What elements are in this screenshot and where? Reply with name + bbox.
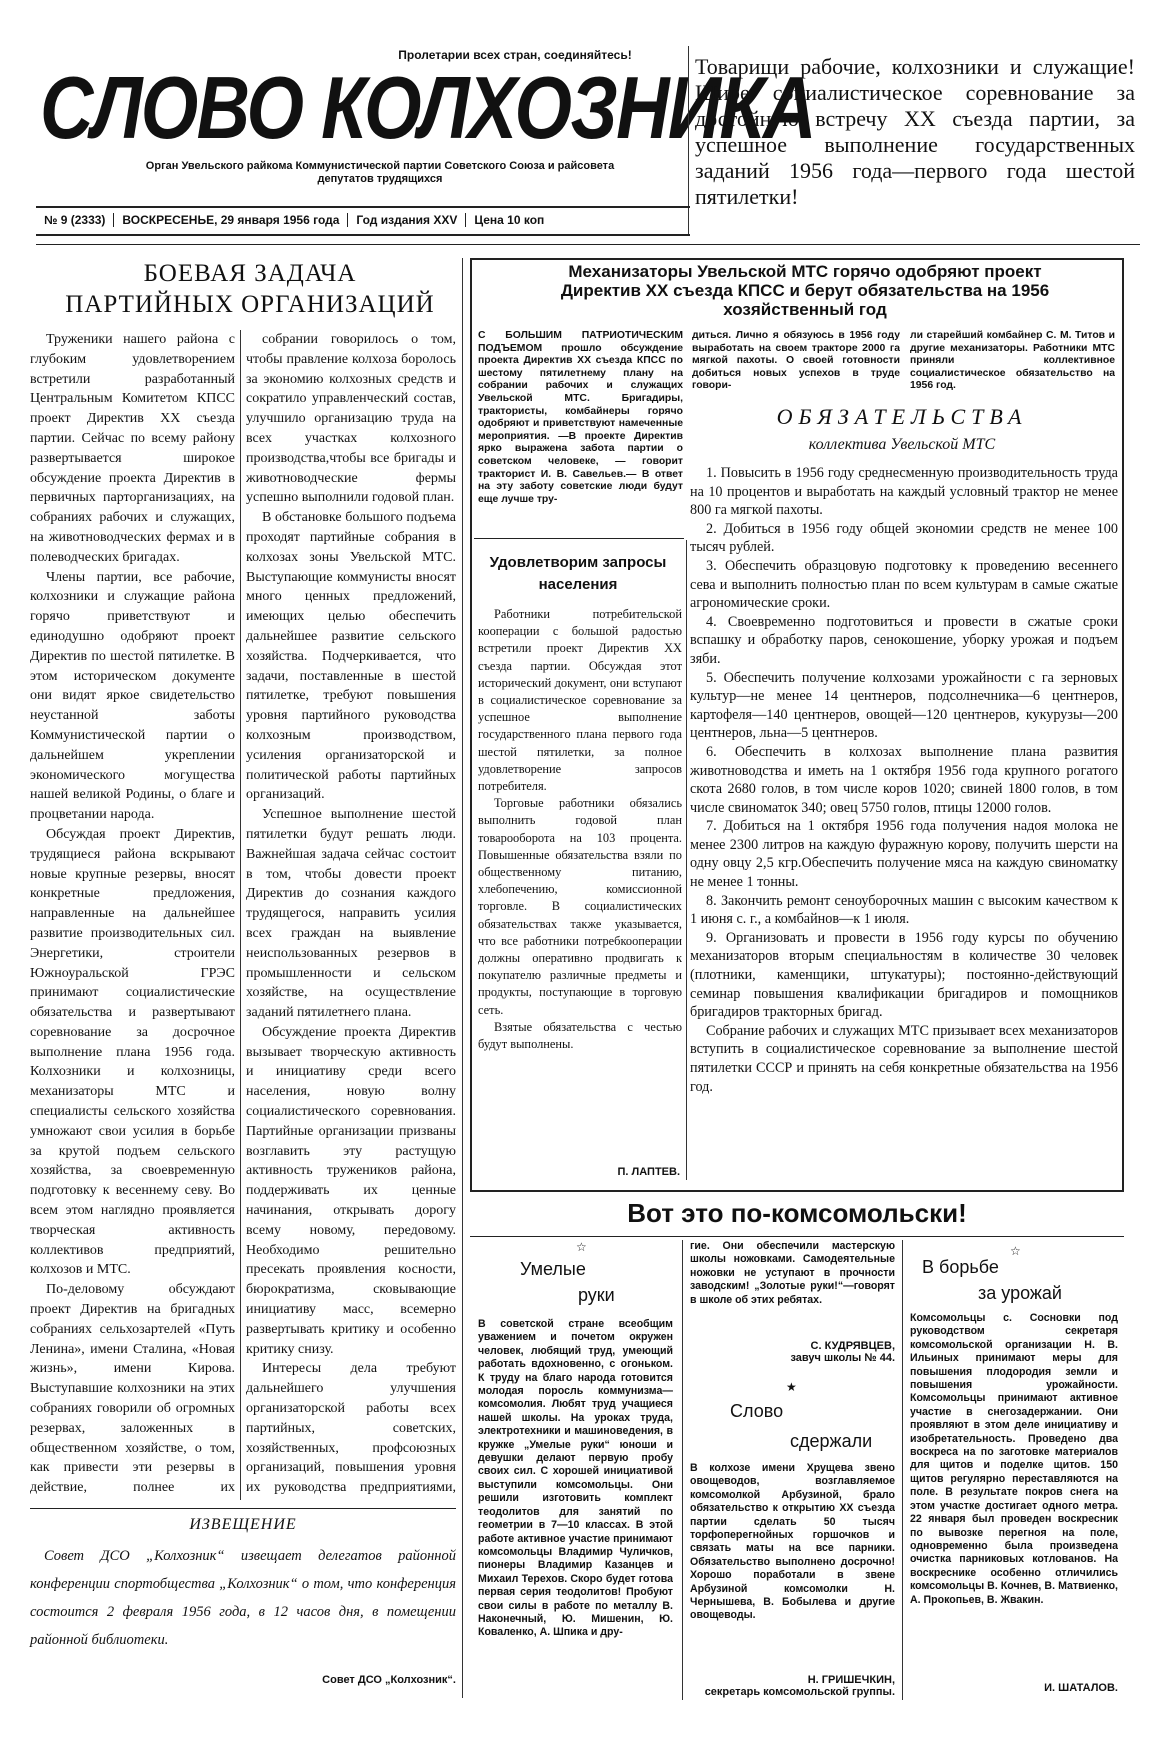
obligations-divider bbox=[686, 540, 687, 1180]
issue-date: ВОСКРЕСЕНЬЕ, 29 января 1956 года bbox=[114, 213, 348, 227]
word-title-line2: сдержали bbox=[790, 1431, 873, 1451]
obligation-item: 1. Повысить в 1956 году среднесменную производительность труда на 10 процентов и выработать на каждый условный трактор не менее 800 га мягкой пахоты. bbox=[690, 465, 1118, 519]
newspaper-title: СЛОВО КОЛХОЗНИКА bbox=[40, 58, 815, 157]
page-top-rule bbox=[36, 244, 1140, 245]
population-top-rule bbox=[474, 538, 684, 539]
population-title: Удовлетворим запросы населения bbox=[489, 554, 667, 593]
population-paragraph: Взятые обязательства с честью будут выполнены. bbox=[478, 1019, 682, 1052]
editorial-paragraph: Успешное выполнение шестой пятилетки будут решать люди. Важнейшая задача сейчас состоит в том, чтобы довести проект Директив до сознания каждого трудящегося, направить усилия всех граждан на выявление неиспользованных резервов в промышленности и сельском хозяйстве, на осуществление заданий пятилетнего плана. bbox=[246, 807, 456, 1021]
obligations-subtitle: коллектива Увельской МТС bbox=[808, 436, 996, 453]
obligation-item: 8. Закончить ремонт сеноуборочных машин с высоким качеством к 1 июня с. г., а комбайнов—к 1 июля. bbox=[690, 892, 1118, 928]
mts-lead-column-1: С БОЛЬШИМ ПАТРИОТИЧЕСКИМ ПОДЪЕМОМ прошло обсуждение проекта Директив XX съезда КПСС по шестому пятилетнему плану на собрании рабочих и служащих Увельской МТС. Бригадиры, трактористы, комбайнеры горячо одобряют и приветствуют намеченные мероприятия. —В проекте Директив ярко выражена забота партии о советском человеке, — говорит тракторист И. В. Савельев.— В ответ на эту заботу советские люди будут еще лучше тру- bbox=[478, 330, 683, 505]
word-title-line1: Слово bbox=[730, 1401, 784, 1421]
obligation-item: 3. Обеспечить образцовую подготовку к проведению весеннего сева и выполнить полностью план по всем культурам в самые сжатые агрономические сроки. bbox=[690, 557, 1118, 612]
obligation-item: 5. Обеспечить получение колхозами урожайности с га зерновых культур—не менее 14 центнеров, подсолнечника—6 центнеров, картофеля—140 центнеров, овощей—120 центнеров, кукурузы—200 центнеров, льна—5 центнеров. bbox=[690, 669, 1118, 742]
obligations-list bbox=[690, 464, 1118, 1176]
hands-column-2: гие. Они обеспечили мастерскую школы ножовками. Самодеятельные ножовки не уступают в прочности заводским! „Золотые руки!“—говорят в школе об этих ребятах. bbox=[690, 1240, 895, 1306]
publication-year: Год издания XXV bbox=[348, 213, 466, 227]
editorial-paragraph: Труженики нашего района с глубоким удовлетворением встретили разработанный Центральным Комитетом КПСС проект Директив XX съезда партии. Сейчас по всему району развертывается широкое обсуждение проекта Директив в первичных парторганизациях, на собраниях рабочих и служащих, на животноводческих фермах и в полеводческих бригадах. bbox=[30, 332, 235, 565]
hands-column-1: В советской стране всеобщим уважением и почетом окружен человек, любящий труд, умеющий работать вдохновенно, с огоньком. К труду на благо народа готовится молодая поросль коммунизма—комсомолия. Любят труд учащиеся нашей школы. На уроках труда, электротехники и машиноведения, в кружке „Умелые руки“ юноши и девушки делают первую пробу своих сил. С хорошей инициативой выступили комсомольцы. Они решили изготовить комплект теодолитов для занятий по геометрии в 7—10 классах. В этой работе активное участие принимают комсомольцы Владимир Чуличков, пионеры Владимир Казанцев и Михаил Терехов. Скоро будет готова первая серия теодолитов! Пробуют свои силы в работе по металлу В. Наконечный, Ю. Мишенин, Ю. Коваленко, А. Шпика и дру- bbox=[478, 1318, 673, 1639]
word-text: В колхозе имени Хрущева звено овощеводов, возглавляемое комсомолкой Арбузиной, брало обязательство к открытию XX съезда партии сделать 50 тысяч торфоперегнойных горшочков и связать маты на все парники. Обязательство выполнено досрочно! Хорошо поработали в звене Арбузиной комсомолки Н. Чернышева, В. Бобылева и другие овощеводы. bbox=[690, 1462, 895, 1622]
party-motto: Пролетарии всех стран, соединяйтесь! bbox=[398, 48, 632, 62]
komsomol-divider-1 bbox=[682, 1240, 683, 1700]
notice-title: ИЗВЕЩЕНИЕ bbox=[189, 1516, 297, 1533]
newspaper-subtitle: Орган Увельского райкома Коммунистической партии Советского Союза и райсовета депутатов трудящихся bbox=[145, 160, 615, 185]
notice-text: Совет ДСО „Колхозник“ извещает делегатов районной конференции спортобщества „Колхозник“ о том, что конференция состоится 2 февраля 1956 года, в 12 часов дня, в помещении районной библиотеки. bbox=[30, 1548, 456, 1648]
slogan: Товарищи рабочие, колхозники и служащие! Шире социалистическое соревнование за достойную встречу XX съезда партии, за успешное выполнение государственных заданий 1956 года—первого года шестой пятилетки! bbox=[695, 54, 1135, 209]
editorial-column-1 bbox=[30, 330, 235, 1500]
hands-title-line2: руки bbox=[578, 1285, 615, 1305]
star-icon: ☆ bbox=[1010, 1244, 1021, 1258]
word-title bbox=[720, 1396, 900, 1456]
editorial-column-2 bbox=[246, 330, 456, 1500]
star-icon: ★ bbox=[786, 1380, 797, 1394]
harvest-signature: И. ШАТАЛОВ. bbox=[1044, 1682, 1118, 1694]
mts-headline: Механизаторы Увельской МТС горячо одобряют проект Директив XX съезда КПСС и берут обязательства на 1956 хозяйственный год bbox=[560, 262, 1050, 319]
mts-lead-column-3: ли старейший комбайнер С. М. Титов и другие механизаторы. Работники МТС приняли коллективное социалистическое обязательство на 1956 год. bbox=[910, 330, 1115, 392]
editorial-paragraph: Обсуждение проекта Директив вызывает творческую активность и инициативу среди всего населения, новую волну социалистического соревнования. Партийные организации призваны возглавить эту растущую активность тружеников района, поддерживать их ценные начинания, открывать дорогу всему новому, передовому. Необходимо решительно пресекать проявления косности, бюрократизма, сковывающие инициативу масс, всемерно развертывать критику и особенно критику снизу. bbox=[246, 1024, 456, 1357]
obligation-item: 4. Своевременно подготовиться и провести в сжатые сроки вспашку и обработку паров, сенокошение, уборку урожая и подъем зяби. bbox=[690, 613, 1118, 667]
harvest-text: Комсомольцы с. Сосновки под руководством секретаря комсомольской организации Н. В. Ильиных принимают меры для повышения плодородия земли и повышения урожайности. Комсомольцы принимают активное участие в снегозадержании. Они проявляют в этом деле инициативу и изобретательность. Проведено два воскреса на по заготовке материалов для щитов и поделке щитов. 150 щитов регулярно переставляются на поле. В результате покров снега на этом участке достигает одного метра. 22 января был проведен воскресник по вывозке перегноя на поле, одновременно была произведена очистка парниковых котлованов. На воскреснике особенно отличились комсомольцы В. Кочнев, В. Матвиенко, А. Прокопьев, В. Жвакин. bbox=[910, 1312, 1118, 1606]
obligations-title: ОБЯЗАТЕЛЬСТВА bbox=[776, 404, 1028, 429]
issue-info-bar bbox=[36, 208, 690, 232]
editorial-title-line2: ПАРТИЙНЫХ ОРГАНИЗАЦИЙ bbox=[65, 291, 435, 318]
word-signature-name: Н. ГРИШЕЧКИН, bbox=[807, 1674, 895, 1686]
editorial-paragraph: Обсуждая проект Директив, трудящиеся района вскрывают новые крупные резервы, вносят конкретные предложения, направленные на дальнейшее развитие производительных сил. Энергетики, строители Южноуральской ГРЭС принимают социалистические обязательства и развертывают соревнование за досрочное выполнение плана 1956 года. Колхозники и колхозницы, механизаторы МТС и специалисты сельского хозяйства умножают свои усилия в борьбе за крутой подъем сельского хозяйства, за своевременную подготовку к весеннему севу. Во всем этом наглядно проявляется творческая активность коллективов предприятий, колхозов и МТС. bbox=[30, 826, 235, 1278]
population-signature: П. ЛАПТЕВ. bbox=[617, 1166, 680, 1178]
editorial-paragraph: собрании говорилось о том, чтобы правление колхоза боролось за экономию колхозных средств и сократило управленческий состав, улучшило организацию труда на всех участках колхозного производства,чтобы все бригады и животноводческие фермы успешно выполнили годовой план. bbox=[246, 332, 456, 506]
harvest-title-line1: В борьбе bbox=[922, 1257, 999, 1277]
obligation-item: 2. Добиться в 1956 году общей экономии средств не менее 100 тысяч рублей. bbox=[690, 520, 1118, 556]
mts-lead-column-2: диться. Лично я обязуюсь в 1956 году выработать на своем тракторе 2000 га мягкой пахоты. О своей готовности добиться новых успехов в труде говори- bbox=[692, 330, 900, 392]
hands-signature-name: С. КУДРЯВЦЕВ, bbox=[810, 1340, 895, 1352]
editorial-paragraph: Члены партии, все рабочие, колхозники и служащие района горячо приветствуют и единодушно одобряют проект Директив по шестой пятилетке. В этом историческом документе они видят яркое свидетельство неустанной заботы Коммунистической партии о дальнейшем укреплении экономического могущества нашей великой Родины, о благе и процветании народа. bbox=[30, 569, 235, 823]
notice-signature: Совет ДСО „Колхозник“. bbox=[322, 1674, 456, 1686]
komsomol-rule bbox=[470, 1236, 1124, 1237]
population-paragraph: Торговые работники обязались выполнить годовой план товарооборота на 103 процента. Повышенные обязательства взяли по общественному питанию, хлебопечению, комиссионной торговле. В социалистических обязательствах также указывается, что все работники потребкооперации должны оперативно продвигать к покупателю различные предметы и продукты, поступающие в торговую сеть. bbox=[478, 796, 682, 1017]
word-signature bbox=[690, 1674, 895, 1698]
harvest-title-line2: за урожай bbox=[978, 1283, 1062, 1303]
editorial-paragraph: В обстановке большого подъема проходят партийные собрания в колхозах зоны Увельской МТС. Выступающие коммунисты вносят много ценных предложений, имеющих целью обеспечить дальнейшее развитие сельского хозяйства. Подчеркивается, что задачи, поставленные в шестой пятилетке, требуют повышения уровня партийного руководства колхозным производством, усиления организаторской и политической работы партийных организаций. bbox=[246, 510, 456, 803]
notice-top-rule bbox=[30, 1508, 456, 1509]
harvest-title bbox=[912, 1254, 1112, 1306]
editorial-paragraph: Интересы дела требуют дальнейшего улучшения организаторской работы всех партийных, советских, хозяйственных, профсоюзных организаций, повышения уровня их руководства предприятиями, bbox=[246, 1361, 456, 1496]
hands-title-line1: Умелые bbox=[520, 1259, 586, 1279]
population-text bbox=[478, 606, 682, 1166]
population-paragraph: Работники потребительской кооперации с большой радостью встретили проект Директив XX съезда партии. Обсуждая этот исторический документ, они вступают в социалистическое соревнование за успешное выполнение государственного плана первого года шестой пятилетки, за полное удовлетворение запросов потребителя. bbox=[478, 607, 682, 794]
obligation-item: 6. Обеспечить в колхозах выполнение плана развития животноводства и иметь на 1 октября 1956 года крупного рогатого скота 2680 голов, в том числе коров 1020; свиней 1800 голов, в том числе свиноматок 340; овец 5750 голов, птицы 12000 голов. bbox=[690, 743, 1118, 816]
word-signature-role: секретарь комсомольской группы. bbox=[704, 1686, 895, 1698]
editorial-title-line1: БОЕВАЯ ЗАДАЧА bbox=[143, 260, 357, 287]
main-column-divider bbox=[462, 258, 463, 1698]
komsomol-banner: Вот это по-комсомольски! bbox=[627, 1198, 967, 1228]
obligation-item: Собрание рабочих и служащих МТС призывает всех механизаторов вступить в социалистическое соревнование за выполнение шестой пятилетки СССР и принять на себя конкретные обязательства на 1956 год. bbox=[690, 1022, 1118, 1095]
komsomol-divider-2 bbox=[902, 1240, 903, 1700]
star-icon: ☆ bbox=[576, 1240, 587, 1254]
hands-signature-role: завуч школы № 44. bbox=[790, 1352, 895, 1364]
hands-signature bbox=[690, 1340, 895, 1364]
editorial-column-divider bbox=[240, 330, 241, 1500]
obligation-item: 9. Организовать и провести в 1956 году курсы по обучению механизаторов вторым специальностям в количестве 30 человек (плотники, каменщики, штукатуры); постоянно-действующий семинар повышения квалификации бригадиров и помощников бригадиров тракторных бригад. bbox=[690, 929, 1118, 1021]
issue-number: № 9 (2333) bbox=[36, 213, 114, 227]
issue-price: Цена 10 коп bbox=[474, 213, 545, 227]
obligation-item: 7. Добиться на 1 октября 1956 года получения надоя молока не менее 2300 литров на каждую фуражную корову, получить шерсти на одну овцу 2,5 кгр.Обеспечить получение мяса на каждую свиноматку не менее 1 тонны. bbox=[690, 818, 1118, 891]
hands-title bbox=[500, 1256, 650, 1308]
editorial-paragraph: По-деловому обсуждают проект Директив на бригадных собраниях сельхозартелей «Путь Ленина», имени Сталина, «Новая жизнь», имени Кирова. Выступавшие колхозники на этих собраниях говорили об огромных резервах, заложенных в общественном хозяйстве, о том, как привести эти резервы в действие, полнее их bbox=[30, 1282, 235, 1496]
editorial-title bbox=[40, 258, 460, 320]
infobar-bottom-rule bbox=[36, 234, 690, 236]
